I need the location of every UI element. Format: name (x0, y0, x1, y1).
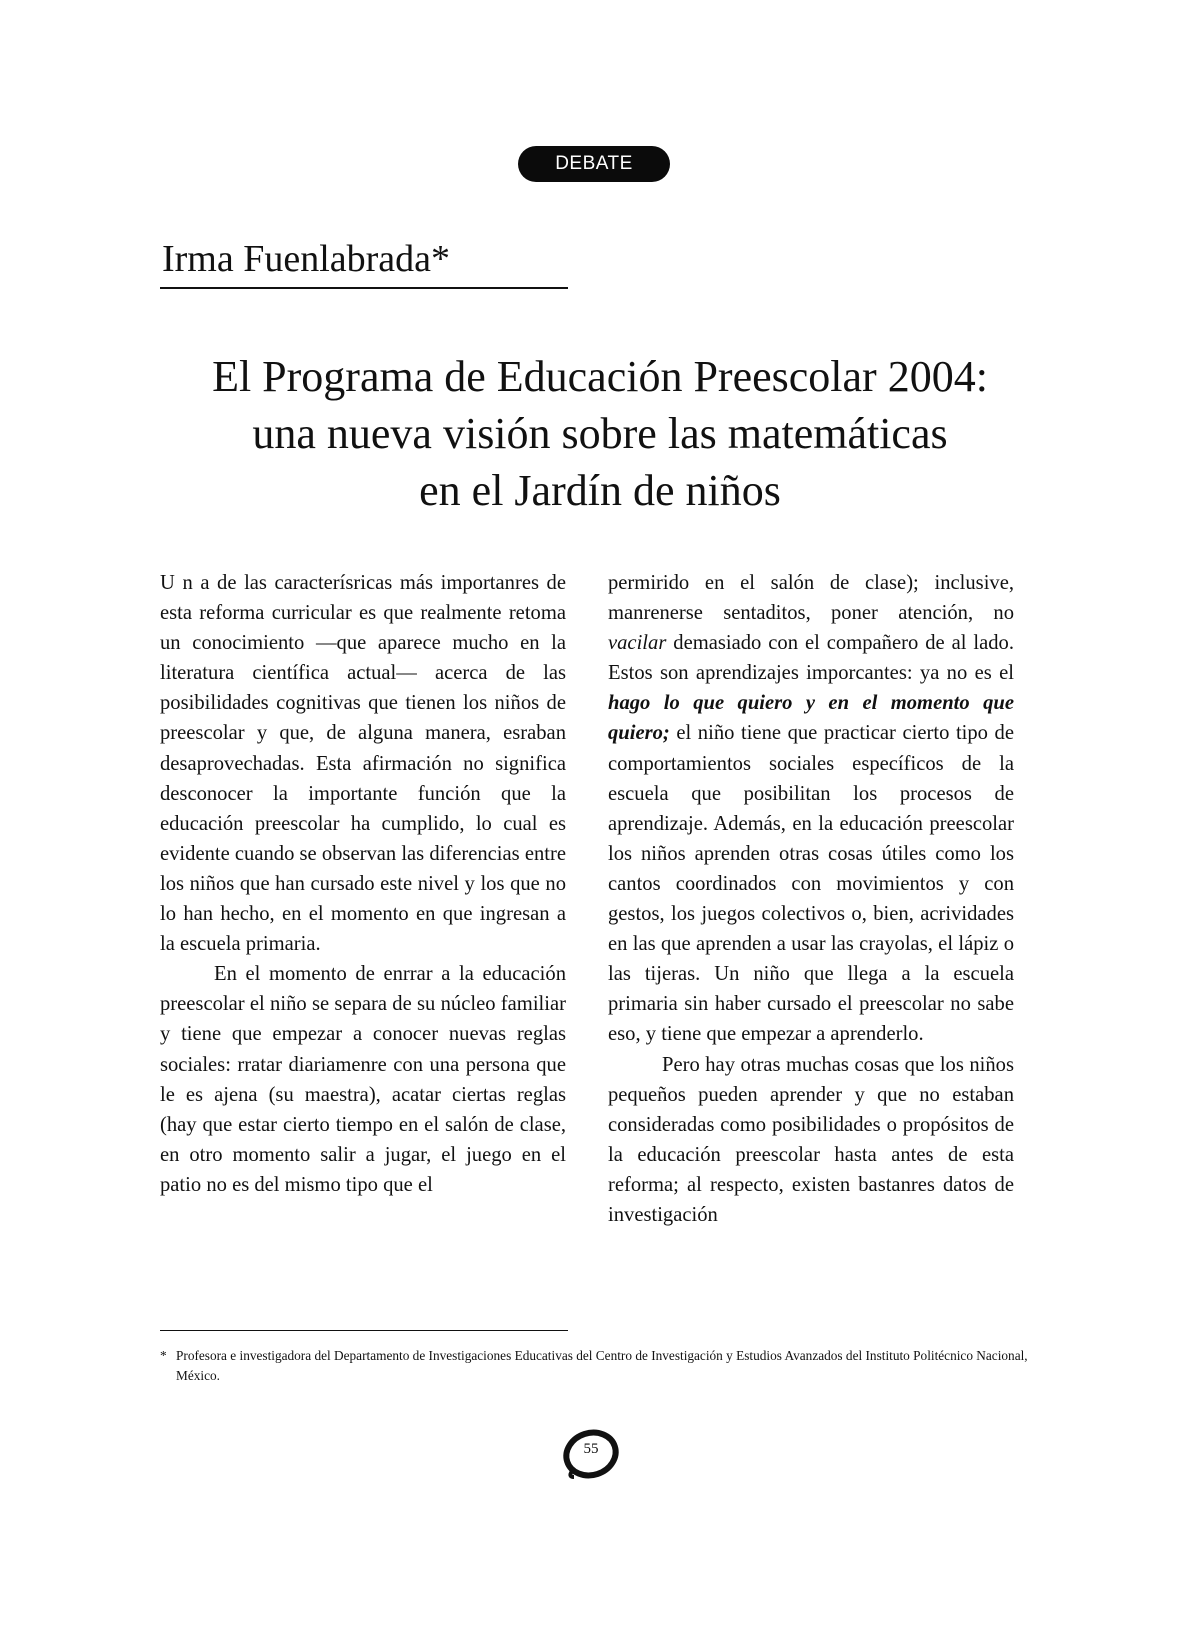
footnote-divider (160, 1330, 568, 1331)
text-run: permirido en el salón de clase); inclusive, manrenerse sentaditos, poner atención, no (608, 572, 1014, 625)
paragraph: Pero hay otras muchas cosas que los niños pequeños pueden aprender y que no estaban consideradas como posibilidades o propósitos de la educación preescolar hasta antes de esta reforma; al respecto, existen bastanres datos de investigación (608, 1053, 1014, 1226)
author-underline (160, 287, 568, 289)
text-run: el niño tiene que practicar cierto tipo de comportamientos sociales específicos de la escuela que posibilitan los procesos de aprendizaje. Además, en la educación preescolar los niños aprenden otras cosas útiles como los cantos coordinados con movimientos y con gestos, los juegos colectivos o, bien, acrividades en las que aprenden a usar las crayolas, el lápiz o las tijeras. Un niño que llega a la escuela primaria sin haber cursado el preescolar no sabe eso, y tiene que empezar a aprenderlo. (608, 722, 1014, 1046)
paragraph: U n a de las caracterísricas más importanres de esta reforma curricular es que realmente retoma un conocimiento —que aparece mucho en la literatura científica actual— acerca de las posibilidades cognitivas que tienen los niños de preescolar y que, de alguna manera, esraban desaprovechadas. Esta afirmación no significa desconocer la importante función que la educación preescolar ha cumplido, lo cual es evidente cuando se observan las diferencias entre los niños que han cursado este nivel y los que no lo han hecho, en el momento en que ingresan a la escuela primaria. (160, 572, 566, 956)
article-title (100, 348, 1100, 519)
footnote-text: Profesora e investigadora del Departamento de Investigaciones Educativas del Centro de Investigación y Estudios Avanzados del Instituto Politécnico Nacional, México. (176, 1348, 1028, 1383)
title-line-2: una nueva visión sobre las matemáticas (252, 409, 948, 458)
italic-term: vacilar (608, 632, 667, 655)
page-number (560, 1425, 620, 1481)
author-name: Irma Fuenlabrada* (162, 238, 451, 280)
footnote-mark: * (160, 1348, 167, 1363)
footnote (160, 1346, 1032, 1386)
title-line-1: El Programa de Educación Preescolar 2004: (212, 352, 988, 401)
emphasized-phrase: hago lo que quiero y en el momento que quiero; (608, 692, 1014, 745)
page-number-text: 55 (583, 1441, 599, 1457)
section-badge (518, 146, 670, 182)
paragraph (608, 568, 1014, 1050)
body-column-left (160, 568, 566, 1200)
body-column-right (608, 568, 1014, 1230)
text-run: demasiado con el compañero de al lado. Estos son aprendizajes imporcantes: ya no es el (608, 632, 1014, 685)
section-label: DEBATE (555, 153, 633, 174)
paragraph: En el momento de enrrar a la educación preescolar el niño se separa de su núcleo familiar y tiene que empezar a conocer nuevas reglas sociales: rratar diariamenre con una persona que le es ajena (su maestra), acatar ciertas reglas (hay que estar cierto tiempo en el salón de clase, en otro momento salir a jugar, el juego en el patio no es del mismo tipo que el (160, 963, 566, 1196)
title-line-3: en el Jardín de niños (419, 466, 781, 515)
